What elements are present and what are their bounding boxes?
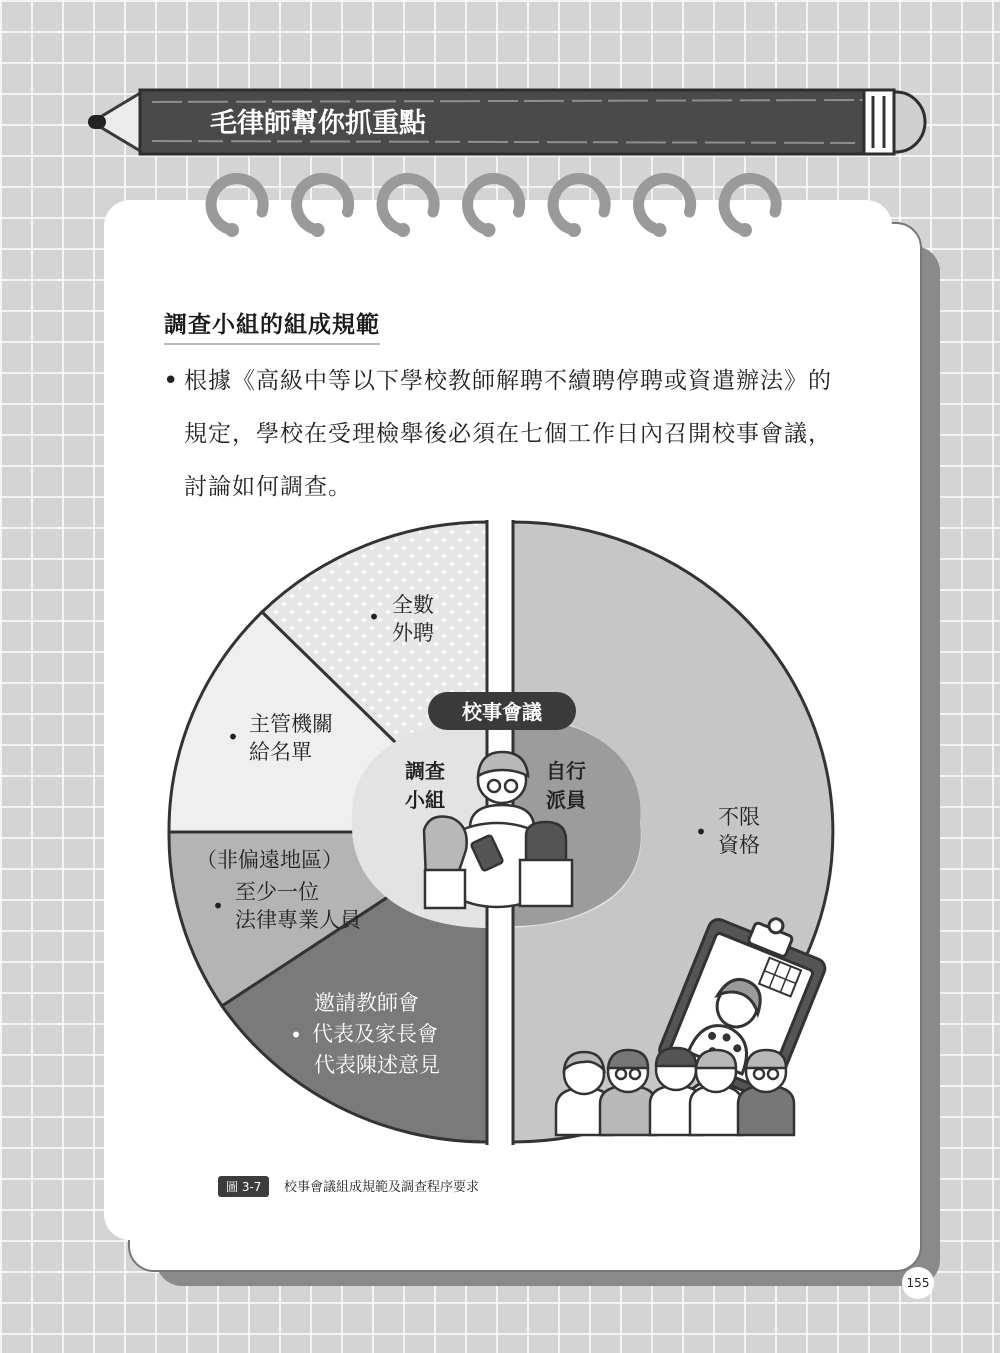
right-group-line-2: 派員 [546,788,586,812]
svg-text:•: • [212,894,224,918]
left-group-line-2: 小組 [405,788,445,812]
svg-text:•: • [368,605,380,629]
legal-prof-line-1: （非偏遠地區） [196,848,343,872]
figure-number-badge: 圖 3-7 [218,1176,269,1197]
figure-caption: 校事會議組成規範及調查程序要求 [284,1180,480,1195]
fully-external-line-1: 全數 [392,593,434,617]
svg-text:•: • [695,820,707,844]
authority-list-line-2: 給名單 [249,740,312,764]
unrestricted-line-2: 資格 [718,833,760,857]
reps-line-2: 代表及家長會 [312,1022,438,1046]
authority-list-line-1: 主管機關 [249,712,333,736]
bullet-text: 根據《高級中等以下學校教師解聘不續聘停聘或資遣辦法》的規定，學校在受理檢舉後必須在七個工作日內召開校事會議，討論如何調查。 [184,368,832,500]
unrestricted-line-1: 不限 [718,805,760,829]
bullet-dot: • [163,366,179,396]
fully-external-line-2: 外聘 [392,621,434,645]
page-number: 155 [902,1267,934,1299]
crowd-illustration [556,1048,794,1135]
legal-prof-line-3: 法律專業人員 [235,908,361,932]
left-group-line-1: 調查 [405,759,445,783]
right-group-line-1: 自行 [546,759,586,783]
section-title: 調查小組的組成規範 [164,306,380,345]
legal-prof-line-2: 至少一位 [235,880,319,904]
header-title: 毛律師幫你抓重點 [210,108,426,139]
svg-text:•: • [290,1023,302,1047]
reps-line-3: 代表陳述意見 [314,1053,440,1077]
svg-text:•: • [227,725,239,749]
meeting-label: 校事會議 [462,700,542,724]
reps-line-1: 邀請教師會 [314,991,419,1015]
